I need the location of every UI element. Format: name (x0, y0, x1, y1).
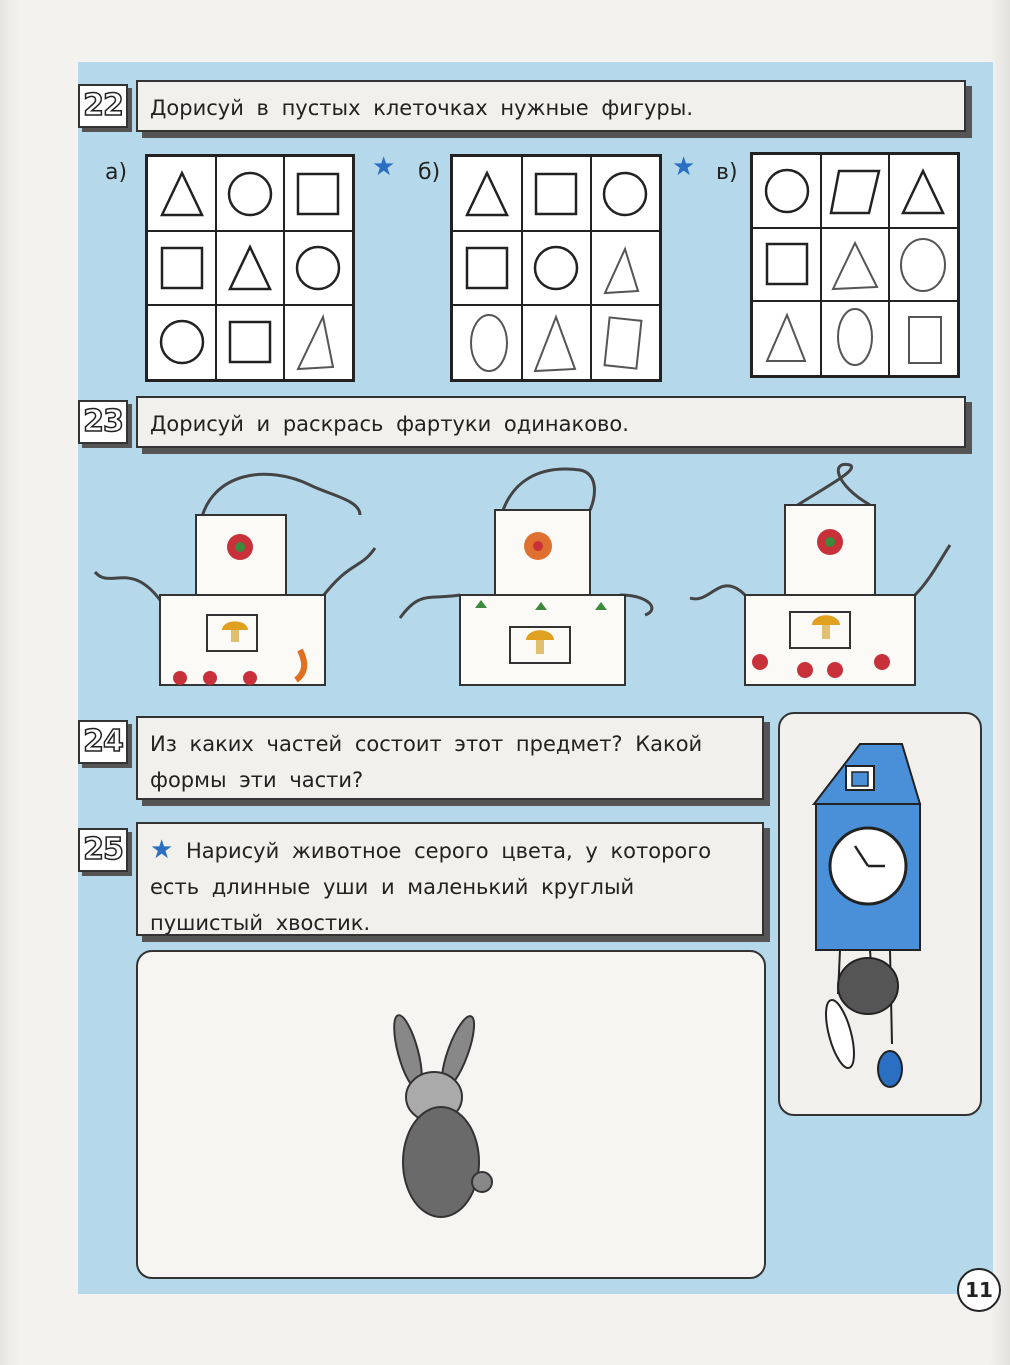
drawing-area[interactable] (136, 950, 766, 1279)
grid-b-label: б) (418, 160, 441, 185)
square-shape (536, 174, 576, 214)
drawn-rabbit-illustration (138, 952, 764, 1277)
parallelogram-shape (831, 171, 879, 213)
star-icon: ★ (150, 835, 174, 865)
drawn-circle-shape (471, 315, 507, 371)
cuckoo-clock-panel (778, 712, 982, 1116)
drawn-circle-shape (838, 309, 872, 365)
task-24-text: Из каких частей состоит этот предмет? Какой формы эти части? (136, 716, 764, 800)
square-shape (767, 244, 807, 284)
task-22-text: Дорисуй в пустых клеточках нужные фигуры. (136, 80, 966, 132)
star-icon: ★ (372, 152, 396, 182)
task-25-body: Нарисуй животное серого цвета, у которого есть длинные уши и маленький круглый пушистый хвостик. (150, 839, 712, 935)
drawn-square-shape (605, 317, 642, 368)
grid-a[interactable] (145, 154, 355, 382)
triangle-shape (903, 171, 943, 213)
apron-3 (690, 464, 950, 685)
square-shape (298, 174, 338, 214)
aprons-illustration (90, 460, 970, 695)
triangle-shape (162, 173, 202, 215)
square-shape (467, 248, 507, 288)
task-25-text (136, 822, 764, 936)
task-25-number: 25 (78, 828, 128, 872)
circle-shape (535, 247, 577, 289)
grid-b[interactable] (450, 154, 662, 382)
drawn-triangle-shape (298, 317, 333, 369)
circle-shape (161, 321, 203, 363)
grid-v-label: в) (716, 160, 738, 185)
drawn-triangle-shape (535, 317, 575, 371)
task-24-number: 24 (78, 720, 128, 764)
drawn-triangle-shape (605, 249, 638, 293)
circle-shape (229, 173, 271, 215)
square-shape (162, 248, 202, 288)
star-icon: ★ (672, 152, 696, 182)
task-23-number: 23 (78, 400, 128, 444)
page-number: 11 (957, 1268, 1001, 1312)
drawn-square-shape (909, 317, 941, 363)
task-22-number: 22 (78, 84, 128, 128)
apron-1 (95, 474, 375, 685)
triangle-shape (467, 173, 507, 215)
apron-2 (400, 469, 652, 685)
triangle-shape (230, 247, 270, 289)
drawn-circle-shape (901, 239, 945, 291)
drawn-triangle-shape (833, 243, 877, 289)
task-23-text: Дорисуй и раскрась фартуки одинаково. (136, 396, 966, 448)
circle-shape (766, 170, 808, 212)
square-shape (230, 322, 270, 362)
circle-shape (604, 173, 646, 215)
cuckoo-clock-illustration (780, 714, 980, 1114)
drawn-triangle-shape (767, 315, 805, 361)
grid-a-label: а) (105, 160, 128, 185)
grid-v[interactable] (750, 152, 960, 378)
circle-shape (297, 247, 339, 289)
